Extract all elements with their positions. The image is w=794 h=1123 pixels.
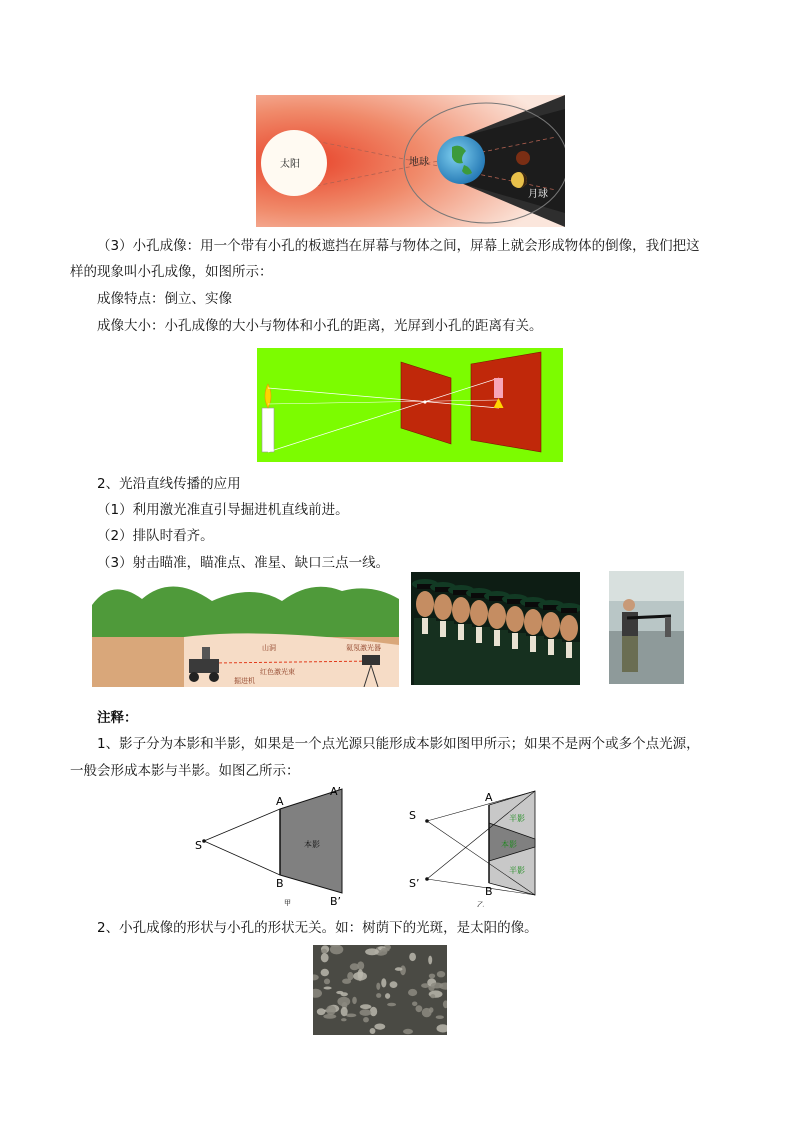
penumbra-label-bottom: 半影 [509, 866, 525, 875]
label-S: S [195, 839, 202, 852]
paragraph-pinhole-line2: 样的现象叫小孔成像，如图所示： [70, 264, 273, 280]
label-S-prime: S’ [409, 877, 420, 890]
emitter-label: 氦氖激光器 [346, 644, 381, 652]
label-A: A [485, 791, 493, 804]
tunnel-laser-figure [92, 575, 399, 687]
light-ray [204, 841, 280, 875]
earth-label: 地球 [409, 157, 429, 168]
note-2: 2、小孔成像的形状与小孔的形状无关。如：树荫下的光斑，是太阳的像。 [97, 920, 538, 936]
label-S: S [409, 809, 416, 822]
candle [262, 408, 274, 452]
moon-eclipsed [516, 151, 530, 165]
soldiers-lineup-photo [411, 572, 580, 685]
label-B: B [276, 877, 284, 890]
section-2-title: 2、光沿直线传播的应用 [97, 476, 241, 492]
inverted-candle-image [494, 378, 503, 398]
laser-label: 红色激光束 [260, 668, 295, 676]
penumbra-label-top: 半影 [509, 814, 525, 823]
machine-label: 掘进机 [234, 677, 255, 685]
lunar-eclipse-figure [256, 95, 565, 227]
paragraph-pinhole-line1: （3）小孔成像：用一个带有小孔的板遮挡在屏幕与物体之间，屏幕上就会形成物体的倒像，我们把这 [97, 238, 700, 254]
point-source [202, 839, 206, 843]
point-source-S [425, 819, 429, 823]
label-A: A [276, 795, 284, 808]
note-title: 注释： [97, 710, 138, 726]
moon-label: 月球 [528, 189, 548, 200]
sun-label: 太阳 [280, 159, 300, 170]
figure-caption-a: 甲 [284, 899, 291, 907]
figure-caption-b: 乙 [477, 901, 484, 907]
point-source-S-prime [425, 877, 429, 881]
penumbra-figure-b [405, 783, 542, 907]
application-2: （2）排队时看齐。 [97, 528, 214, 544]
tree-shade-light-spots-photo [313, 945, 447, 1035]
application-1: （1）利用激光准直引导掘进机直线前进。 [97, 502, 349, 518]
label-B: B [485, 885, 493, 898]
note-1-line2: 一般会形成本影与半影。如图乙所示： [70, 763, 300, 779]
application-3: （3）射击瞄准，瞄准点、准星、缺口三点一线。 [97, 555, 390, 571]
pinhole-size: 成像大小：小孔成像的大小与物体和小孔的距离，光屏到小孔的距离有关。 [97, 318, 543, 334]
light-ray [204, 809, 280, 841]
mountain-label: 山洞 [262, 644, 276, 652]
shooting-aim-photo [609, 571, 684, 684]
note-1-line1: 1、影子分为本影和半影，如果是一个点光源只能形成本影如图甲所示；如果不是两个或多个点光源， [97, 736, 700, 752]
pinhole-feature: 成像特点：倒立、实像 [97, 291, 232, 307]
pinhole-figure [257, 348, 563, 462]
light-screen [471, 352, 541, 452]
label-A-prime: A’ [330, 785, 342, 798]
label-B-prime: B’ [330, 895, 342, 907]
umbra-label: 本影 [501, 840, 517, 849]
umbra-figure-a [192, 783, 360, 907]
umbra-label: 本影 [304, 840, 320, 849]
